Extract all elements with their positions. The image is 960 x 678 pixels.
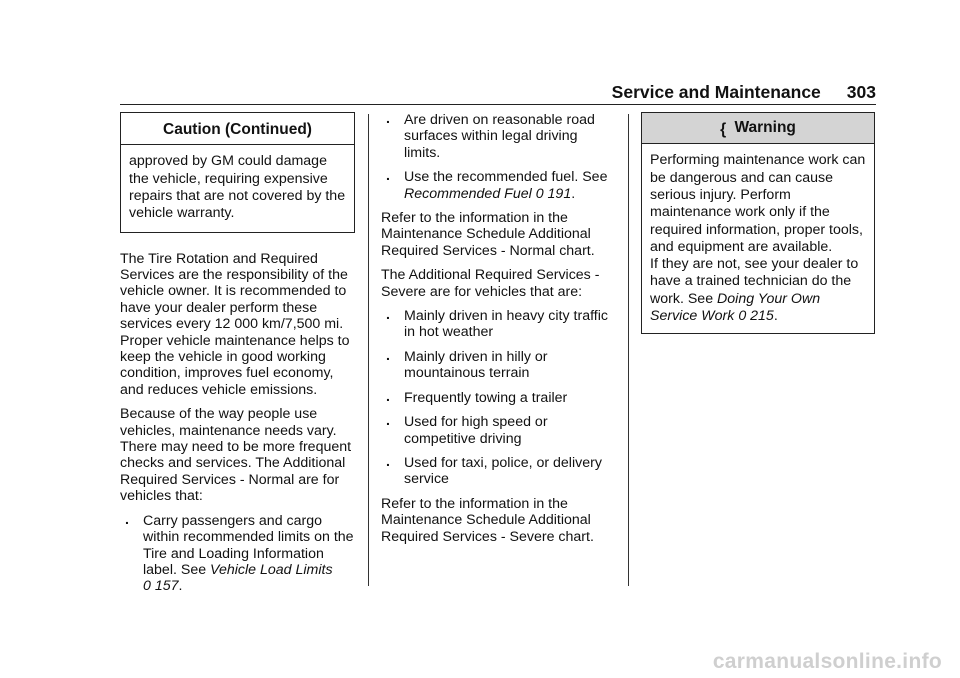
warning-body: [642, 144, 874, 333]
paragraph: The Additional Required Services - Severe are for vehicles that are:: [381, 267, 600, 300]
list-item: [381, 308, 616, 341]
cross-reference-link[interactable]: Recommended Fuel 0 191: [404, 185, 572, 202]
column-3: [641, 112, 875, 334]
list-item-text: Used for high speed or competitive driving: [404, 414, 548, 447]
column-divider-1: [368, 114, 369, 586]
list-item-text: Used for taxi, police, or delivery service: [404, 454, 602, 488]
bullet-glyph: .: [386, 307, 390, 324]
column-divider-2: [628, 114, 629, 586]
list-item-text: Mainly driven in heavy city traffic in hot weather: [404, 308, 608, 341]
list-item: . Use the recommended fuel. See Recommended Fuel 0 191.: [386, 168, 608, 202]
list-item-text: Mainly driven in hilly or mountainous terrain: [404, 348, 548, 382]
bullet-glyph: .: [386, 347, 390, 364]
list-item: [381, 390, 616, 406]
cross-reference-link[interactable]: Doing Your Own Service Work 0 215: [650, 290, 821, 325]
bullet-glyph: .: [125, 511, 129, 528]
paragraph: The Tire Rotation and Required Services are the responsibility of the vehicle owner. It is recommended to have your dealer perform these services every 12 000 km/7,500 mi. Proper vehicle maintenance helps to keep the vehicle in good working condition, improves fuel economy, and reduces vehicle emissions.: [120, 250, 350, 398]
list-item: [381, 349, 616, 382]
caution-title: Caution (Continued): [121, 113, 354, 145]
list-item: . Carry passengers and cargo within recommended limits on the Tire and Loading Information label. See Vehicle Load Limits 0 157.: [125, 511, 354, 595]
warning-title: Warning: [734, 119, 796, 136]
page-number: 303: [846, 82, 876, 102]
list-item-text: Frequently towing a trailer: [404, 389, 568, 406]
bullet-glyph: .: [386, 111, 390, 127]
list-item: [381, 414, 616, 447]
paragraph: Refer to the information in the Maintenance Schedule Additional Required Services - Severe chart.: [381, 495, 594, 545]
page-header: [120, 82, 876, 105]
caution-body: approved by GM could damage the vehicle, requiring expensive repairs that are not covered by the vehicle warranty.: [129, 153, 346, 222]
page-reference-icon: 0: [143, 578, 151, 595]
warning-header: [642, 113, 874, 144]
bullet-glyph: .: [386, 168, 390, 185]
list-item-text: Are driven on reasonable road surfaces within legal driving limits.: [404, 112, 595, 161]
cross-reference-link[interactable]: Vehicle Load Limits 0 157: [143, 561, 333, 595]
column-2: [381, 112, 616, 553]
bullet-glyph: .: [386, 413, 390, 430]
warning-triangle-icon: {: [720, 121, 727, 138]
watermark: carmanualsonline.info: [712, 650, 942, 673]
list-item: [381, 455, 616, 488]
column-1: [120, 112, 355, 603]
paragraph: Because of the way people use vehicles, maintenance needs vary. There may need to be more frequent checks and services. The Additional Required Services - Normal are for vehicles that:: [120, 406, 352, 505]
caution-box: [120, 112, 355, 233]
list-item-text: Use the recommended fuel. See: [404, 169, 608, 186]
list-item-text: Carry passengers and cargo within recommended limits on the Tire and Loading Information label. See: [143, 512, 354, 578]
section-title: Service and Maintenance: [611, 82, 821, 102]
bullet-glyph: .: [386, 388, 390, 405]
bullet-glyph: .: [386, 453, 390, 470]
paragraph: Refer to the information in the Maintenance Schedule Additional Required Services - Normal chart.: [381, 210, 595, 259]
list-item: [381, 112, 616, 161]
page-reference-icon: 0: [738, 308, 747, 325]
warning-paragraph: If they are not, see your dealer to have a trained technician do the work. See Doing Your Own Service Work 0 215.: [650, 256, 859, 325]
warning-box: [641, 112, 875, 334]
warning-paragraph: Performing maintenance work can be dangerous and can cause serious injury. Perform maintenance work only if the required information, proper tools, and equipment are available.: [650, 152, 866, 255]
page-reference-icon: 0: [535, 185, 544, 202]
